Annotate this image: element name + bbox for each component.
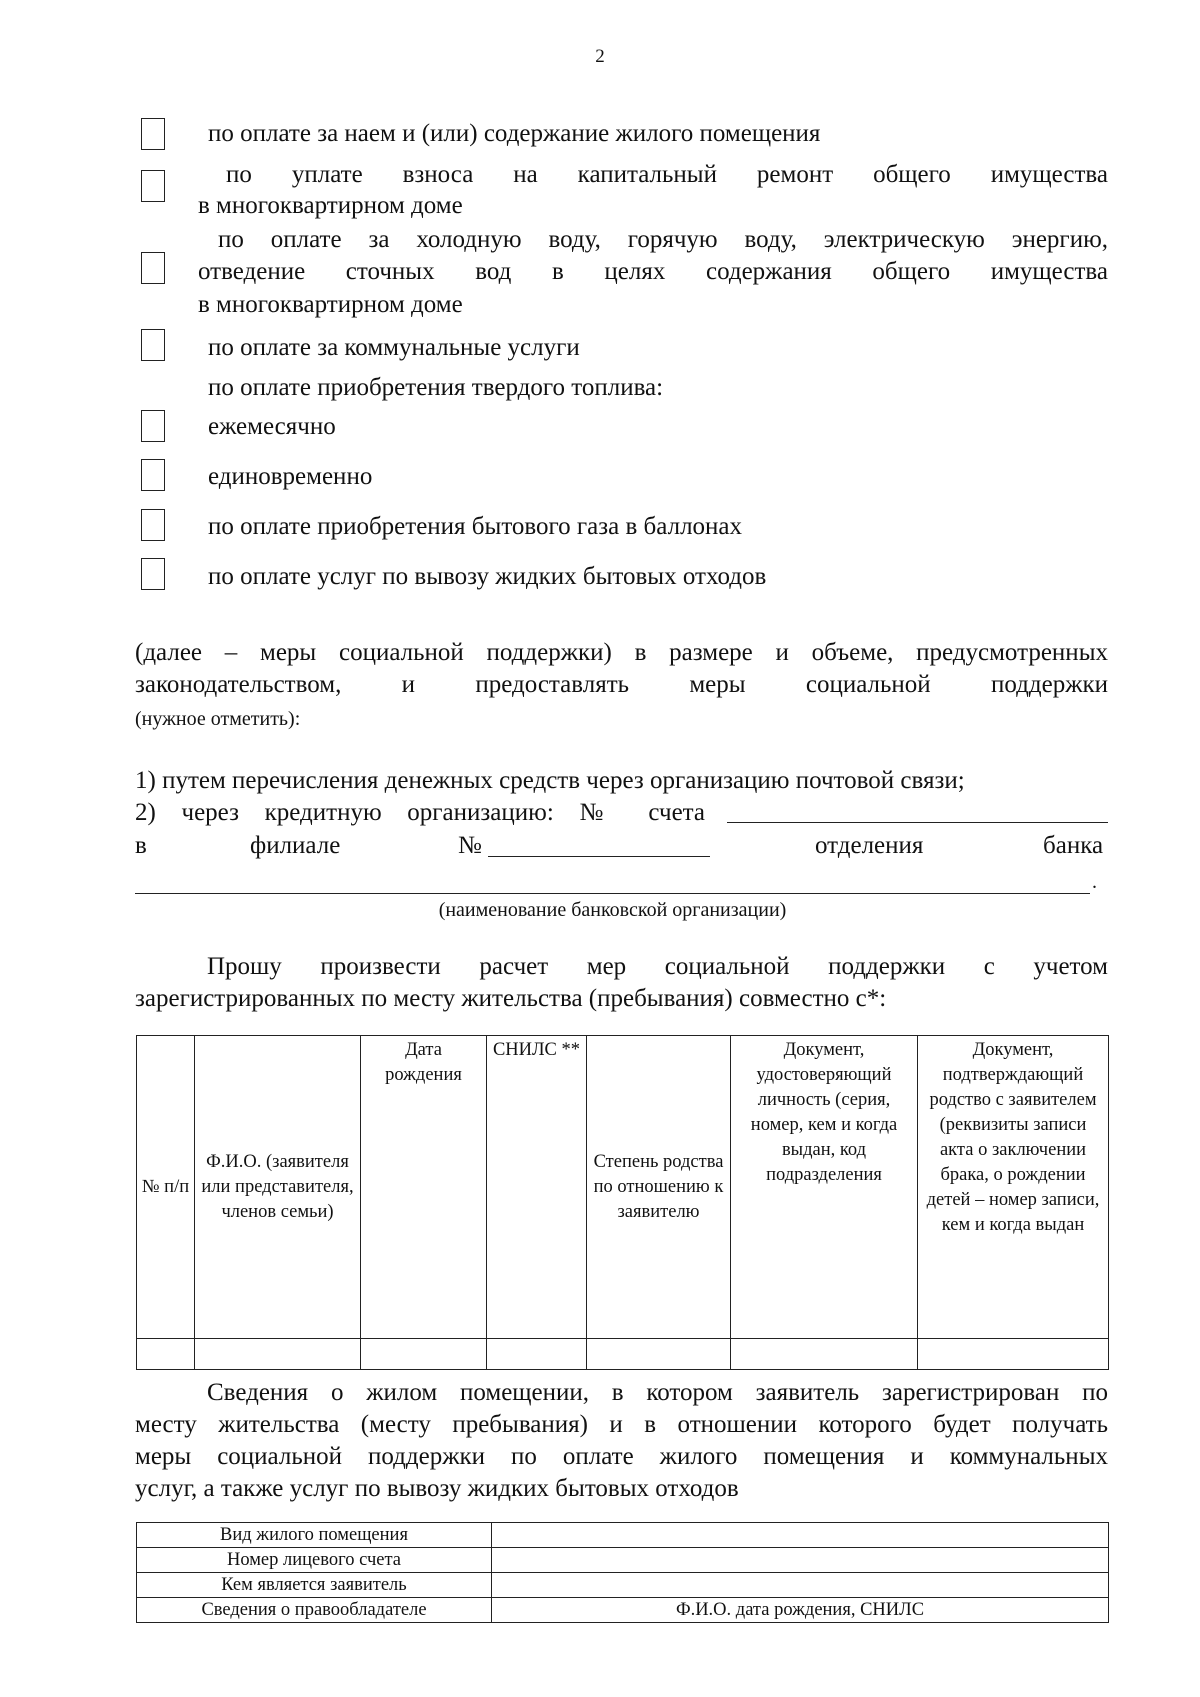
branch-number-field[interactable] [488,856,710,857]
account-number-field[interactable] [727,822,1108,823]
checkbox-liquid-waste[interactable] [141,558,165,590]
bank-name-caption: (наименование банковской организации) [438,899,787,921]
intro-line-3: (нужное отметить): [135,708,301,730]
housing-intro-line-1: Сведения о жилом помещении, в котором заявитель зарегистрирован по [207,1379,1108,1406]
housing-row-applicant-role [137,1573,1109,1598]
header-snils: СНИЛС ** [487,1036,587,1339]
header-kinship-document: Документ, подтверждающий родство с заявителем (реквизиты записи акта о заключении брака, о рождении детей – номер записи, кем и когда выдан [918,1036,1109,1339]
header-identity-document: Документ, удостоверяющий личность (серия, номер, кем и когда выдан, код подразделения [731,1036,918,1339]
option-capital-repair-line1: по уплате взноса на капитальный ремонт общего имущества [226,161,1108,188]
housing-type-value[interactable] [492,1523,1109,1548]
cell-full-name[interactable] [195,1339,361,1370]
checkbox-fuel-onetime[interactable] [141,459,165,491]
family-table-row [137,1339,1109,1370]
payment-method-post: 1) путем перечисления денежных средств через организацию почтовой связи; [135,767,965,794]
option-utilities-common-line3: в многоквартирном доме [198,291,463,318]
option-solid-fuel-label: по оплате приобретения твердого топлива: [208,374,664,401]
cell-identity-document[interactable] [731,1339,918,1370]
bank-label: банка [1043,832,1104,859]
housing-type-label: Вид жилого помещения [137,1523,492,1548]
branch-label: филиале [250,832,341,859]
intro-line-1: (далее – меры социальной поддержки) в размере и объеме, предусмотренных [135,639,1108,666]
checkbox-utilities-common[interactable] [141,252,165,284]
checkbox-capital-repair[interactable] [141,170,165,202]
cell-birth-date[interactable] [361,1339,487,1370]
account-number-value[interactable] [492,1548,1109,1573]
intro-line-2: законодательством, и предоставлять меры социальной поддержки [135,671,1108,698]
option-fuel-monthly-label: ежемесячно [208,413,336,440]
housing-row-type [137,1523,1109,1548]
option-rent-label: по оплате за наем и (или) содержание жилого помещения [208,120,821,147]
department-label: отделения [815,832,924,859]
header-full-name: Ф.И.О. (заявителя или представителя, членов семьи) [195,1036,361,1339]
checkbox-fuel-monthly[interactable] [141,410,165,442]
owner-info-value[interactable]: Ф.И.О. дата рождения, СНИЛС [492,1598,1109,1623]
housing-intro-line-4: услуг, а также услуг по вывозу жидких бытовых отходов [135,1475,739,1502]
checkbox-gas[interactable] [141,509,165,541]
branch-in-label: в [135,832,147,859]
applicant-role-value[interactable] [492,1573,1109,1598]
header-relationship: Степень родства по отношению к заявителю [587,1036,731,1339]
cell-kinship-document[interactable] [918,1339,1109,1370]
cell-snils[interactable] [487,1339,587,1370]
payment-method-bank: 2) через кредитную организацию: № счета [135,799,705,826]
owner-info-label: Сведения о правообладателе [137,1598,492,1623]
checkbox-communal[interactable] [141,329,165,361]
option-capital-repair-line2: в многоквартирном доме [198,192,463,219]
applicant-role-label: Кем является заявитель [137,1573,492,1598]
page-number: 2 [595,46,605,67]
branch-number-sign: № [458,832,482,859]
housing-info-table [136,1522,1109,1623]
housing-row-owner [137,1598,1109,1623]
family-table-header-row [137,1036,1109,1339]
housing-row-account [137,1548,1109,1573]
header-number: № п/п [137,1036,195,1339]
checkbox-rent[interactable] [141,118,165,150]
cell-number[interactable] [137,1339,195,1370]
family-members-table [136,1035,1109,1370]
request-line-1: Прошу произвести расчет мер социальной поддержки с учетом [207,953,1108,980]
option-liquid-waste-label: по оплате услуг по вывозу жидких бытовых отходов [208,563,767,590]
bank-line-end-dot: . [1092,871,1097,893]
cell-relationship[interactable] [587,1339,731,1370]
option-utilities-common-line1: по оплате за холодную воду, горячую воду, электрическую энергию, [218,226,1108,253]
housing-intro-line-3: меры социальной поддержки по оплате жилого помещения и коммунальных [135,1443,1108,1470]
account-number-label: Номер лицевого счета [137,1548,492,1573]
header-birth-date: Дата рождения [361,1036,487,1339]
option-utilities-common-line2: отведение сточных вод в целях содержания общего имущества [198,258,1108,285]
option-communal-label: по оплате за коммунальные услуги [208,334,580,361]
housing-intro-line-2: месту жительства (месту пребывания) и в отношении которого будет получать [135,1411,1108,1438]
option-fuel-onetime-label: единовременно [208,463,373,490]
bank-name-field[interactable] [135,893,1090,894]
request-line-2: зарегистрированных по месту жительства (пребывания) совместно с*: [135,985,887,1012]
option-gas-label: по оплате приобретения бытового газа в баллонах [208,513,743,540]
